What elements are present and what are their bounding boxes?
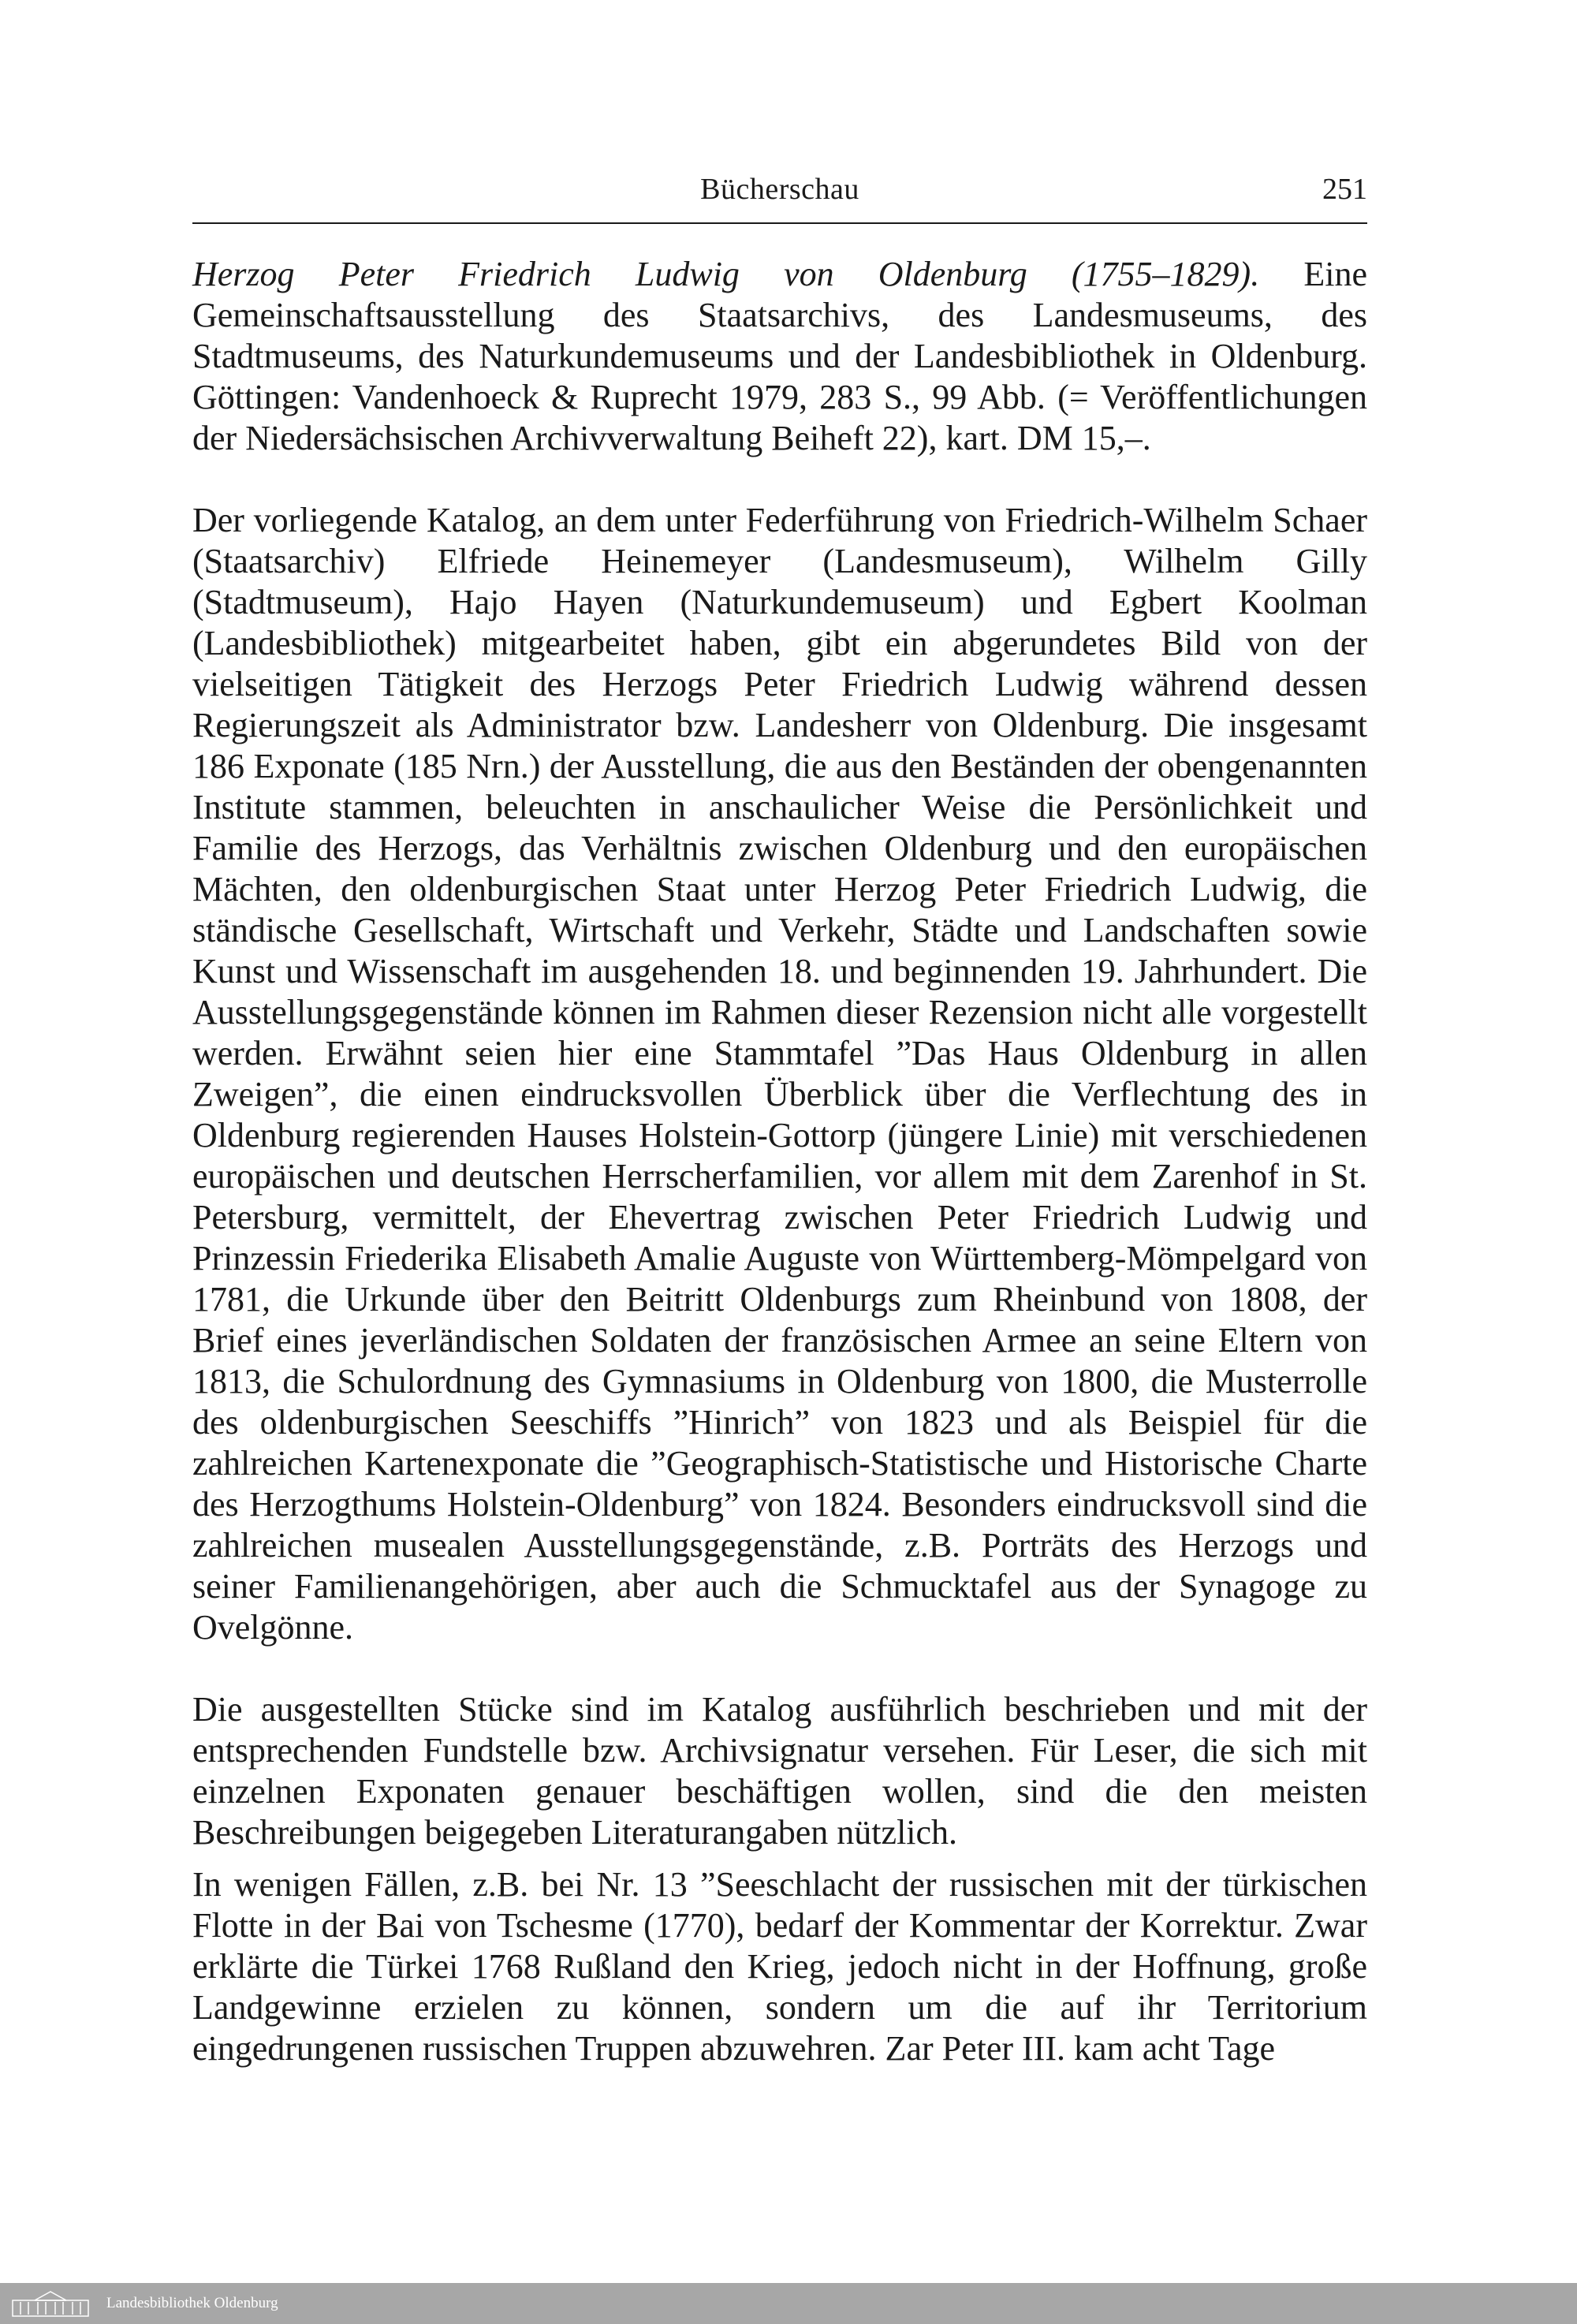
- running-title: Bücherschau: [700, 173, 859, 206]
- page-header: [192, 169, 1367, 216]
- review-paragraph-2: Die ausgestellten Stücke sind im Katalog ausführlich beschrieben und mit der entsprechenden Fundstelle bzw. Archivsignatur versehen. Für Leser, die sich mit einzelnen Exponaten genauer beschäftigen wollen, sind die den meisten Beschreibungen beigegeben Literaturangaben nützlich.: [192, 1690, 1367, 1852]
- header-rule: [192, 222, 1367, 224]
- bibliographic-entry: [192, 254, 1367, 459]
- library-building-icon: [11, 2289, 90, 2318]
- review-body: [192, 254, 1367, 2069]
- footer-bar: [0, 2283, 1577, 2324]
- book-details: Eine Gemeinschaftsausstellung des Staatsarchivs, des Landesmuseums, des Stadtmuseums, des Naturkundemuseums und der Landesbibliothek in Oldenburg. Göttingen: Vandenhoeck & Ruprecht 1979, 283 S., 99 Abb. (= Veröffentlichungen der Niedersächsischen Archivverwaltung Beiheft 22), kart. DM 15,–.: [192, 255, 1367, 457]
- review-paragraph-3: In wenigen Fällen, z.B. bei Nr. 13 ”Seeschlacht der russischen mit der türkischen Flotte in der Bai von Tschesme (1770), bedarf der Kommentar der Korrektur. Zwar erklärte die Türkei 1768 Rußland den Krieg, jedoch nicht in der Hoffnung, große Landgewinne erzielen zu können, sondern um die auf ihr Territorium eingedrungenen russischen Truppen abzuwehren. Zar Peter III. kam acht Tage: [192, 1865, 1367, 2068]
- review-paragraph-1: Der vorliegende Katalog, an dem unter Federführung von Friedrich-Wilhelm Schaer (Staatsarchiv) Elfriede Heinemeyer (Landesmuseum), Wilhelm Gilly (Stadtmuseum), Hajo Hayen (Naturkundemuseum) und Egbert Koolman (Landesbibliothek) mitgearbeitet haben, gibt ein abgerundetes Bild von der vielseitigen Tätigkeit des Herzogs Peter Friedrich Ludwig während dessen Regierungszeit als Administrator bzw. Landesherr von Oldenburg. Die insgesamt 186 Exponate (185 Nrn.) der Ausstellung, die aus den Beständen der obengenannten Institute stammen, beleuchten in anschaulicher Weise die Persönlichkeit und Familie des Herzogs, das Verhältnis zwischen Oldenburg und den europäischen Mächten, den oldenburgischen Staat unter Herzog Peter Friedrich Ludwig, die ständische Gesellschaft, Wirtschaft und Verkehr, Städte und Landschaften sowie Kunst und Wissenschaft im ausgehenden 18. und beginnenden 19. Jahrhundert. Die Ausstellungsgegenstände können im Rahmen dieser Rezension nicht alle vorgestellt werden. Erwähnt seien hier eine Stammtafel ”Das Haus Oldenburg in allen Zweigen”, die einen eindrucksvollen Überblick über die Verflechtung des in Oldenburg regierenden Hauses Holstein-Gottorp (jüngere Linie) mit verschiedenen europäischen und deutschen Herrscherfamilien, vor allem mit dem Zarenhof in St. Petersburg, vermittelt, der Ehevertrag zwischen Peter Friedrich Ludwig und Prinzessin Friederika Elisabeth Amalie Auguste von Württemberg-Mömpelgard von 1781, die Urkunde über den Beitritt Oldenburgs zum Rheinbund von 1808, der Brief eines jeverländischen Soldaten der französischen Armee an seine Eltern von 1813, die Schulordnung des Gymnasiums in Oldenburg von 1800, die Musterrolle des oldenburgischen Seeschiffs ”Hinrich” von 1823 und als Beispiel für die zahlreichen Kartenexponate die ”Geographisch-Statistische und Historische Charte des Herzogthums Holstein-Oldenburg” von 1824. Besonders eindrucksvoll sind die zahlreichen musealen Ausstellungsgegenstände, z.B. Porträts des Herzogs und seiner Familienangehörigen, aber auch die Schmucktafel aus der Synagoge zu Ovelgönne.: [192, 501, 1367, 1647]
- page-number: 251: [1322, 173, 1367, 206]
- book-title: Herzog Peter Friedrich Ludwig von Oldenburg (1755–1829).: [192, 255, 1260, 293]
- footer-library-name: Landesbibliothek Oldenburg: [106, 2295, 278, 2311]
